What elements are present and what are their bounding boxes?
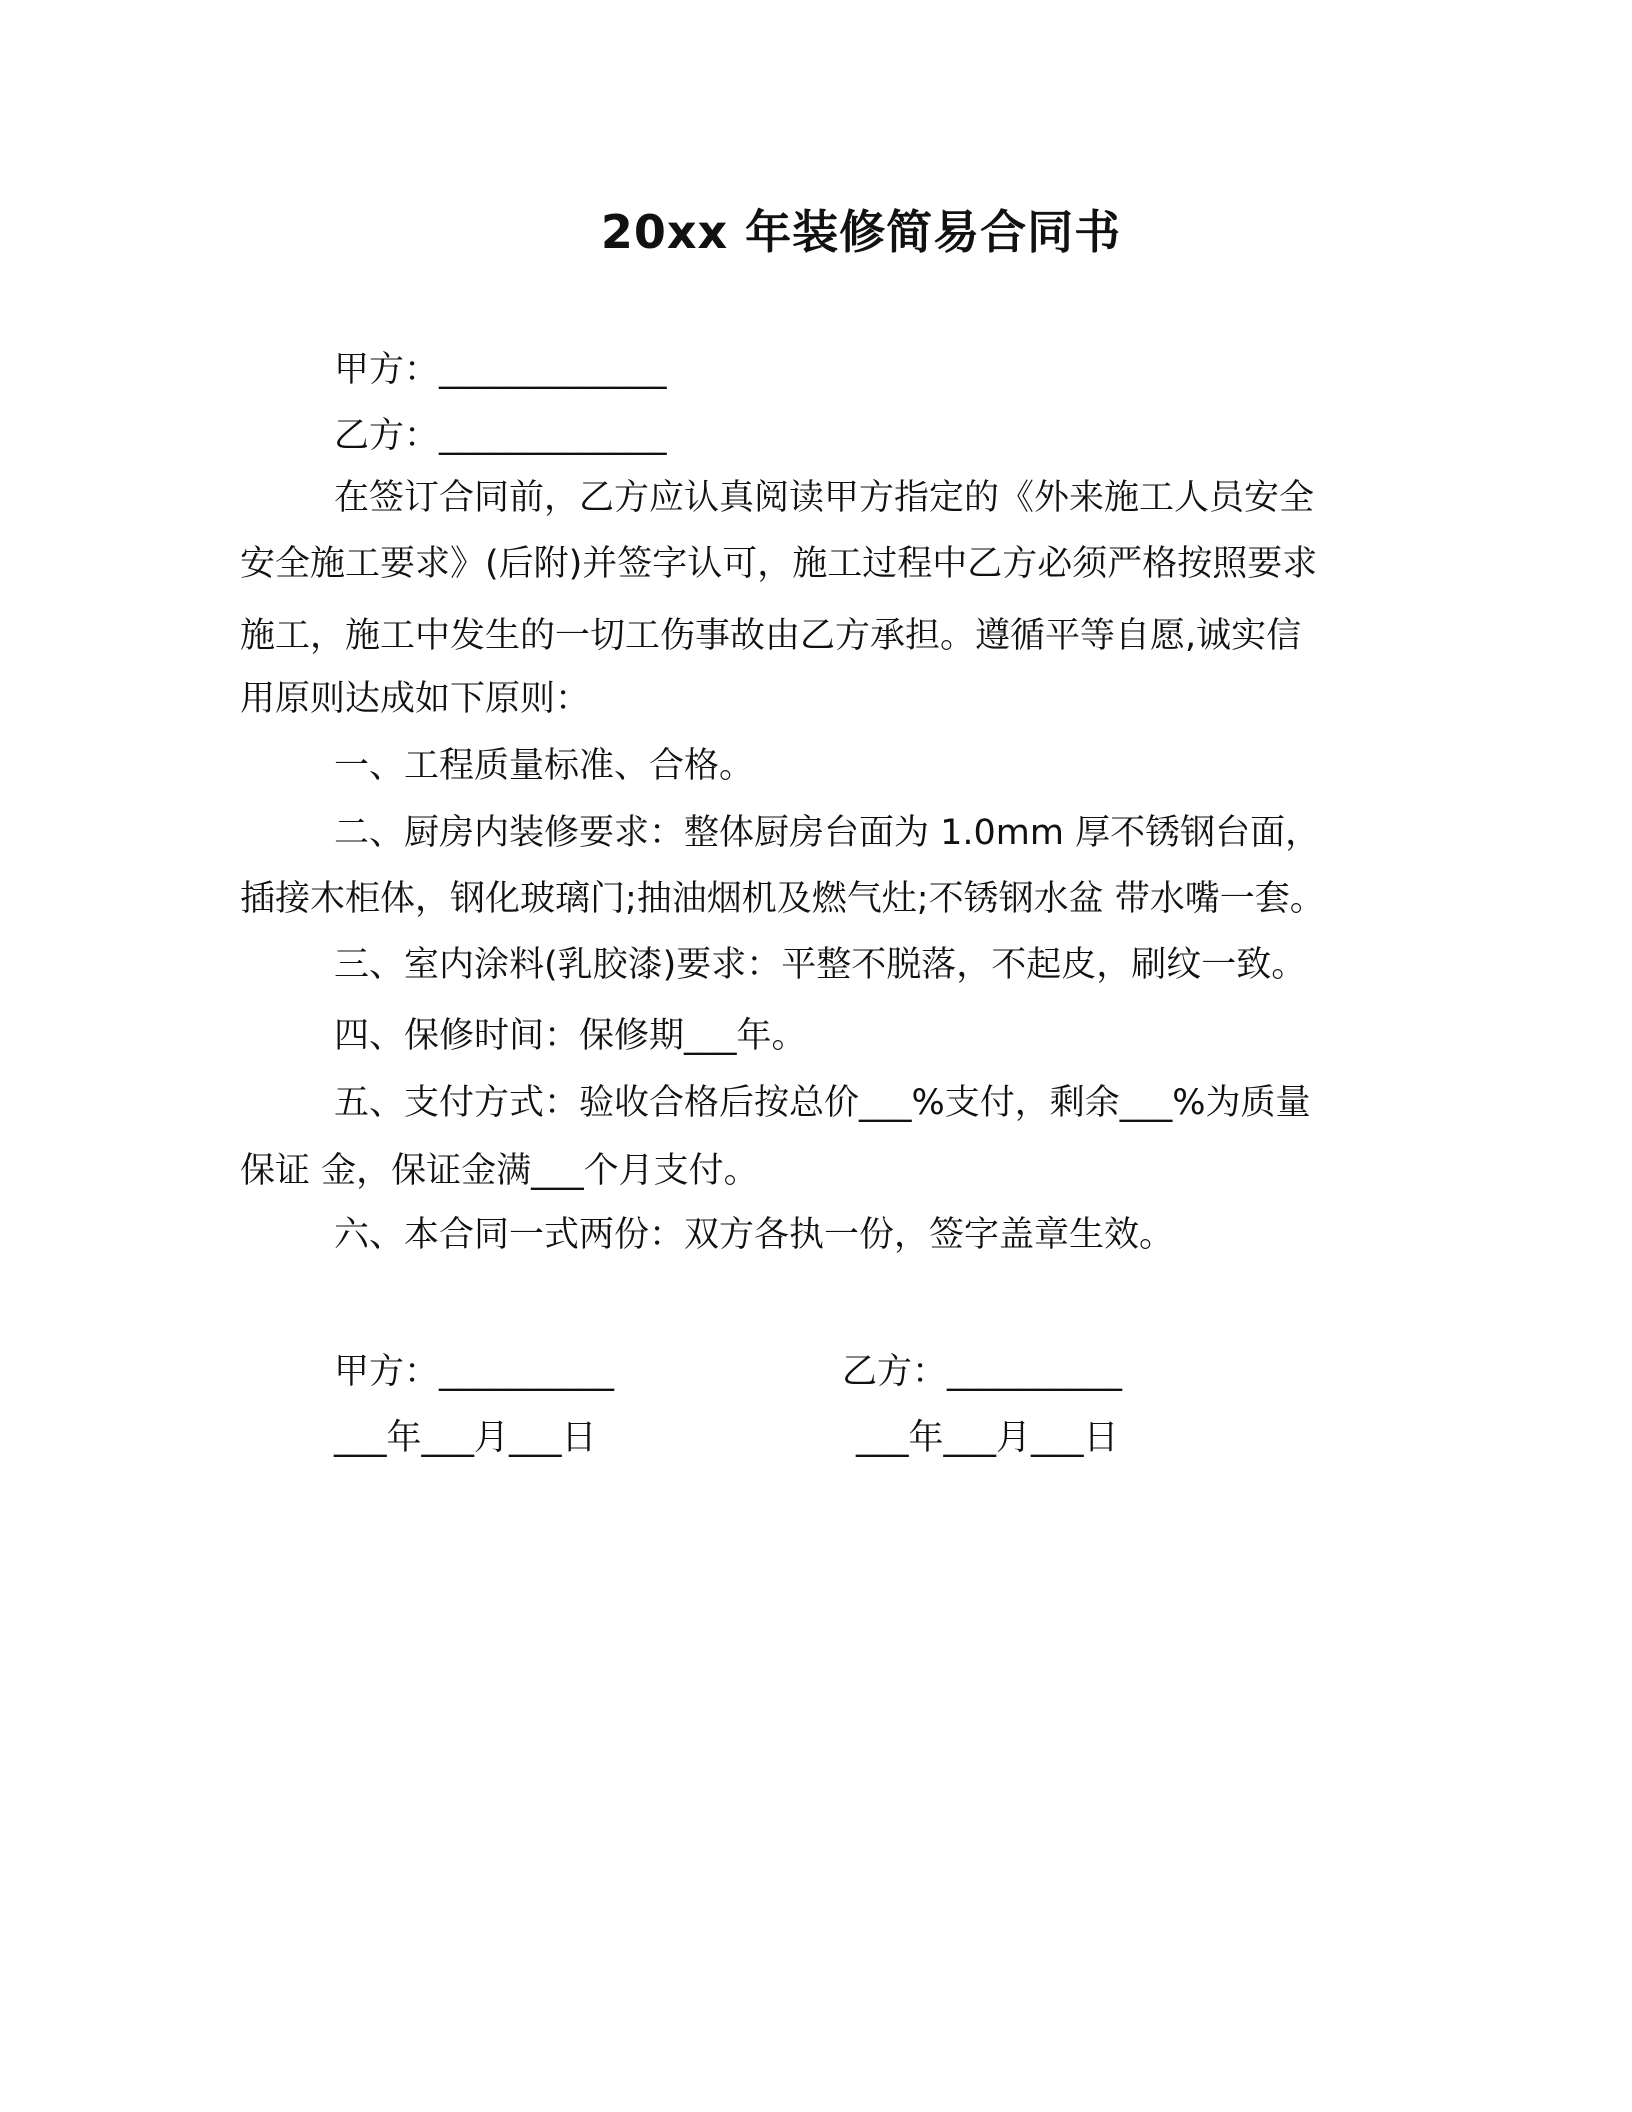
clause-payment: 五、支付方式：验收合格后按总价___%支付，剩余___%为质量 [334, 1083, 1311, 1123]
clause-copies: 六、本合同一式两份：双方各执一份，签字盖章生效。 [334, 1215, 1175, 1255]
preamble-line: 施工，施工中发生的一切工伤事故由乙方承担。遵循平等自愿,诚实信 [240, 616, 1302, 656]
signature-date-b: ___年___月___日 [856, 1418, 1119, 1458]
page-title: 20xx 年装修简易合同书 [600, 205, 1122, 259]
clause-payment-cont: 保证 金，保证金满___个月支付。 [240, 1151, 759, 1191]
party-b-field: 乙方：_____________ [334, 416, 667, 456]
signature-party-a: 甲方：__________ [334, 1352, 615, 1392]
clause-warranty: 四、保修时间：保修期___年。 [334, 1016, 807, 1056]
preamble-line: 在签订合同前，乙方应认真阅读甲方指定的《外来施工人员安全 [334, 478, 1315, 518]
preamble-line: 用原则达成如下原则： [240, 679, 591, 719]
preamble-line: 安全施工要求》(后附)并签字认可，施工过程中乙方必须严格按照要求 [240, 544, 1318, 584]
clause-paint: 三、室内涂料(乳胶漆)要求：平整不脱落，不起皮，刷纹一致。 [334, 945, 1307, 985]
party-a-field: 甲方：_____________ [334, 350, 667, 390]
clause-kitchen-cont: 插接木柜体，钢化玻璃门;抽油烟机及燃气灶;不锈钢水盆 带水嘴一套。 [240, 879, 1325, 919]
signature-party-b: 乙方：__________ [842, 1352, 1123, 1392]
clause-kitchen: 二、厨房内装修要求：整体厨房台面为 1.0mm 厚不锈钢台面， [334, 813, 1321, 853]
clause-quality: 一、工程质量标准、合格。 [334, 746, 755, 786]
signature-date-a: ___年___月___日 [334, 1418, 597, 1458]
